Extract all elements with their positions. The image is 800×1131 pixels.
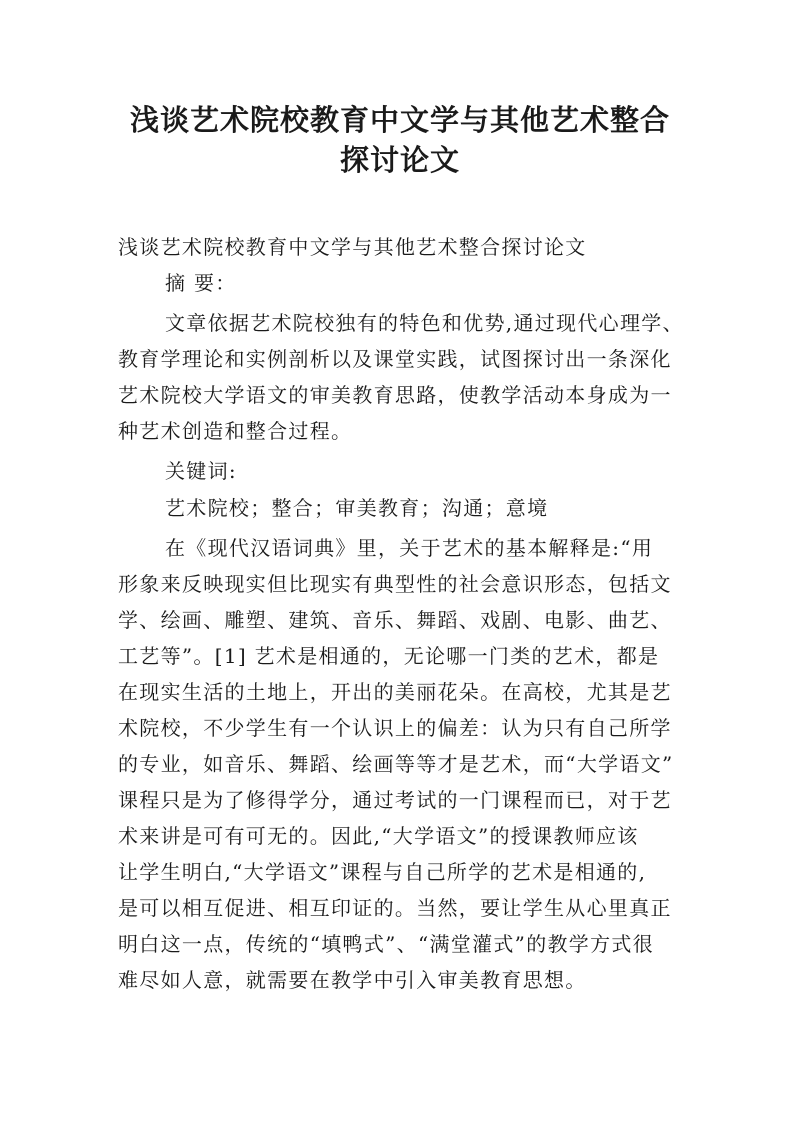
body-line: 明白这一点，传统的“填鸭式”、“满堂灌式”的教学方式很 [118,932,654,956]
body-line: 术来讲是可有可无的。因此,“大学语文”的授课教师应该 [118,824,639,848]
document-title-line-2: 探讨论文 [339,143,460,177]
keywords-text: 艺术院校；整合；审美教育；沟通；意境 [165,496,549,520]
body-line: 学、绘画、雕塑、建筑、音乐、舞蹈、戏剧、电影、曲艺、 [118,608,672,632]
abstract-label: 摘 要： [165,271,237,295]
body-line: 让学生明白,“大学语文”课程与自己所学的艺术是相通的, [118,860,647,884]
document-title-line-1: 浅谈艺术院校教育中文学与其他艺术整合 [129,103,670,137]
body-line: 的专业，如音乐、舞蹈、绘画等等才是艺术，而“大学语文” [118,752,674,776]
abstract-line: 教育学理论和实例剖析以及课堂实践，试图探讨出一条深化 [118,347,672,371]
body-line: 术院校，不少学生有一个认识上的偏差：认为只有自己所学 [118,716,672,740]
abstract-line: 种艺术创造和整合过程。 [118,419,353,443]
body-line: 工艺等”。[1] 艺术是相通的，无论哪一门类的艺术，都是 [118,644,660,668]
body-line: 是可以相互促进、相互印证的。当然，要让学生从心里真正 [118,896,672,920]
body-line: 课程只是为了修得学分，通过考试的一门课程而已，对于艺 [118,788,672,812]
body-line: 在《现代汉语词典》里，关于艺术的基本解释是:“用 [165,536,654,560]
keywords-label: 关键词: [165,459,237,483]
abstract-line: 文章依据艺术院校独有的特色和优势,通过现代心理学、 [165,311,684,335]
body-line: 在现实生活的土地上，开出的美丽花朵。在高校，尤其是艺 [118,680,672,704]
abstract-line: 艺术院校大学语文的审美教育思路，使教学活动本身成为一 [118,383,672,407]
body-line: 形象来反映现实但比现实有典型性的社会意识形态，包括文 [118,572,672,596]
document-subtitle: 浅谈艺术院校教育中文学与其他艺术整合探讨论文 [118,235,587,259]
body-line: 难尽如人意，就需要在教学中引入审美教育思想。 [118,968,587,992]
